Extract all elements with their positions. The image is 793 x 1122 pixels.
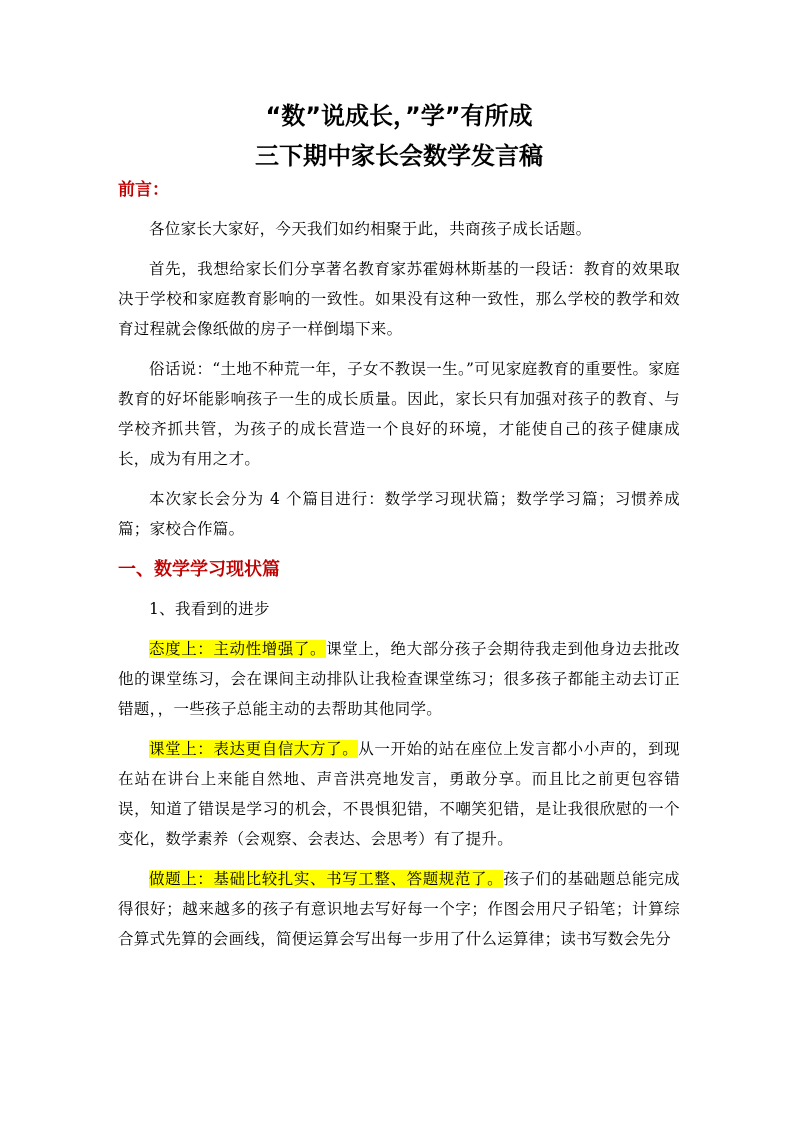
progress-item-classroom [118, 734, 680, 854]
highlighted-label: 态度上：主动性增强了。 [149, 640, 327, 658]
preface-heading: 前言： [118, 180, 169, 200]
preface-paragraph: 各位家长大家好，今天我们如约相聚于此，共商孩子成长话题。 [149, 220, 592, 238]
document-title-line1: “数”说成长，”学”有所成 [265, 102, 533, 130]
progress-text: 从一开始的站在座位上发言都小小声的，到现在站在讲台上来能自然地、声音洪亮地发言，勇敢分享。而且比之前更包容错误，知道了错误是学习的机会，不畏惧犯错，不嘲笑犯错，是让我很欣慰的一个变化，数学素养（会观察、会表达、会思考）有了提升。 [118, 740, 680, 848]
document-title-line2: 三下期中家长会数学发言稿 [255, 142, 543, 170]
highlighted-label: 做题上：基础比较扎实、书写工整、答题规范了。 [149, 870, 504, 888]
progress-item-attitude [118, 634, 680, 724]
progress-text: 课堂上，绝大部分孩子会期待我走到他身边去批改他的课堂练习，会在课间主动排队让我检查课堂练习；很多孩子都能主动去订正错题，，一些孩子总能主动的去帮助其他同学。 [118, 640, 680, 718]
highlighted-label: 课堂上：表达更自信大方了。 [149, 740, 359, 758]
section1-heading: 一、数学学习现状篇 [118, 559, 280, 580]
preface-paragraph: 首先，我想给家长们分享著名教育家苏霍姆林斯基的一段话：教育的效果取决于学校和家庭教育影响的一致性。如果没有这种一致性，那么学校的教学和效育过程就会像纸做的房子一样倒塌下来。 [118, 260, 680, 338]
progress-text: 孩子们的基础题总能完成得很好；越来越多的孩子有意识地去写好每一个字；作图会用尺子铅笔；计算综合算式先算的会画线，简便运算会写出每一步用了什么运算律；读书写数会先分 [118, 870, 680, 948]
progress-item-homework [118, 864, 680, 954]
preface-paragraph: 俗话说：“土地不种荒一年，子女不教误一生。”可见家庭教育的重要性。家庭教育的好坏能影响孩子一生的成长质量。因此，家长只有加强对孩子的教育、与学校齐抓共管，为孩子的成长营造一个良好的环境，才能使自己的孩子健康成长，成为有用之才。 [118, 360, 680, 468]
section1-subheading: 1、我看到的进步 [149, 600, 270, 618]
preface-paragraph: 本次家长会分为 4 个篇目进行：数学学习现状篇；数学学习篇；习惯养成篇；家校合作篇。 [118, 490, 680, 538]
